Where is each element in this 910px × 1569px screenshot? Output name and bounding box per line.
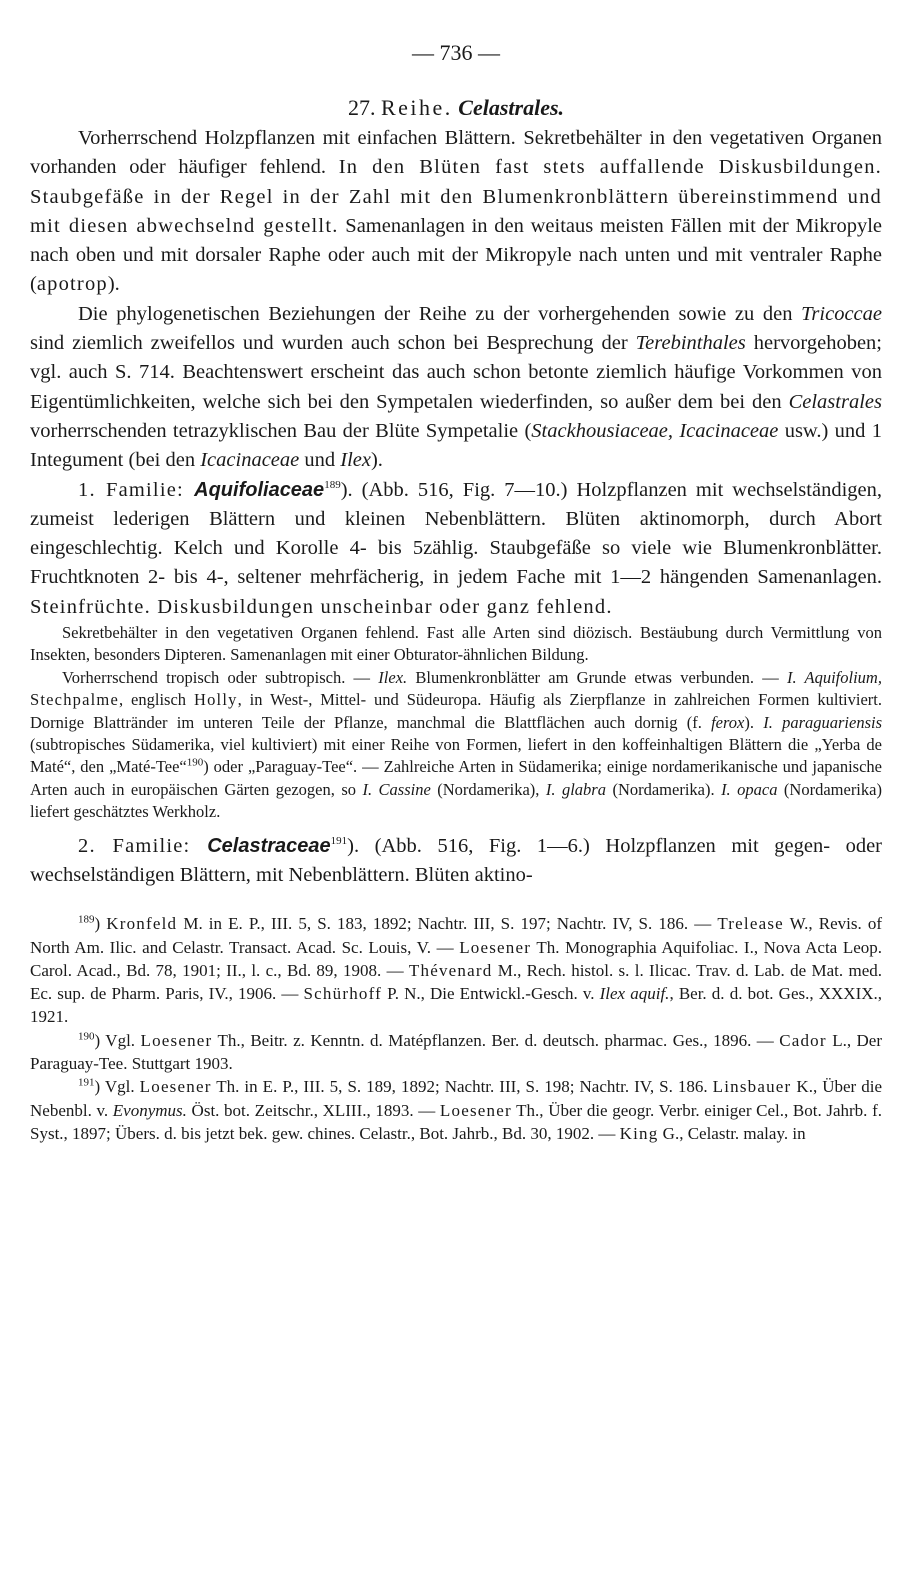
heading-prefix: 27. (347, 95, 381, 120)
author-name: King (619, 1123, 659, 1143)
intro-text: vorherrschenden tetrazyklischen Bau der Blüte Sympetalie ( (30, 419, 532, 442)
footnote-text: Th., Beitr. z. Kenntn. d. Matépflanzen. Ber. d. deutsch. pharmac. Ges., 1896. — (212, 1030, 780, 1050)
family-name: Celastraceae (207, 834, 331, 857)
footnote-number: 189 (78, 913, 95, 926)
author-name: Cador (779, 1030, 827, 1050)
note-text: (Nordamerika), (430, 779, 546, 799)
note-text: ). (744, 712, 764, 732)
taxon-name: Evonymus. (112, 1100, 187, 1120)
author-name: Loesener (459, 937, 532, 957)
intro-spaced-text: apotrop (36, 273, 108, 296)
taxon-name: I. glabra (545, 779, 606, 799)
document-page (30, 38, 882, 1145)
taxon-name: Ilex. (378, 667, 408, 687)
author-name: Thévenard (408, 960, 493, 980)
taxon-name: Terebinthales (635, 332, 746, 355)
note-text: Vorherrschend tropisch oder subtropisch. — (62, 667, 379, 687)
intro-paragraph-1 (30, 124, 882, 300)
footnote-text: M. in E. P., III. 5, S. 183, 1892; Nachtr. III, S. 197; Nachtr. IV, S. 186. — (177, 914, 718, 934)
author-name: Loesener (139, 1077, 212, 1097)
note-text: , englisch (118, 690, 194, 710)
intro-text: Vorherrschend Holzpflanzen mit einfachen Blättern. Sekretbehälter in den vegetativen Organen vorhanden oder häufiger fehlend. (30, 127, 882, 179)
author-name: Trelease (717, 914, 784, 934)
note-text: ) oder „Paraguay-Tee“. — Zahlreiche Arten in Südamerika; einige nordamerikanische und japanische Arten auch in europäischen Gärten gezogen, so (30, 757, 882, 799)
note-text: Blumenkronblätter am Grunde etwas verbunden. — (407, 667, 787, 687)
intro-text: Samenanlagen in den weitaus meisten Fällen mit der Mikropyle nach oben und mit dorsaler Raphe oder auch mit der Mikropyle nach unten und mit ventraler Raphe ( (30, 214, 882, 296)
family-text: ). (Abb. 516, Fig. 7—10.) Holzpflanzen mit wechselständigen, zumeist lederigen Blättern und kleinen Nebenblättern. Blüten aktinomorph, durch Abort eingeschlechtig. Kelch und Korolle 4- bis 5zählig. Staubgefäße so viele wie Blumenkronblätter. Fruchtknoten 2- bis 4-, seltener mehrfächerig, in jedem Fache mit 1—2 hängenden Samenanlagen. (30, 478, 882, 589)
family-2-section (30, 832, 882, 891)
note-paragraph-2 (30, 667, 882, 824)
footnote-text: Th., Über die geogr. Verbr. einiger Cel., Bot. Jahrb. f. Syst., 1897; Übers. d. bis jetzt bek. gew. chines. Celastr., Bot. Jahrb., Bd. 30, 1902. — (30, 1100, 882, 1143)
footnote-text: ) Vgl. (94, 1030, 141, 1050)
footnote-text: P. N., Die Entwickl.-Gesch. v. (382, 984, 600, 1004)
taxon-name: Celastrales (788, 390, 882, 413)
intro-text: sind ziemlich zweifellos und wurden auch schon bei Besprechung der (30, 332, 636, 355)
taxon-name: Tricoccae (801, 302, 882, 325)
footnote-number: 190 (78, 1030, 95, 1043)
family-2-paragraph (30, 832, 882, 891)
footnote-text: L., Der Paraguay-Tee. Stuttgart 1903. (30, 1030, 882, 1074)
footnote-text: Th. Monographia Aquifoliac. I., Nova Acta Leop. Carol. Acad., Bd. 78, 1901; II., l. c., Bd. 89, 1908. — (30, 937, 882, 980)
author-name: Loesener (140, 1030, 213, 1050)
taxon-name: Icacinaceae (200, 449, 300, 472)
heading-reihe: Reihe. (380, 95, 453, 120)
footnotes (30, 912, 882, 1145)
footnote-text: K., Über die Nebenbl. v. (30, 1077, 883, 1120)
family-label: 2. Familie: (78, 834, 208, 857)
family-1-notes (30, 622, 882, 824)
footnote-text: Th. in E. P., III. 5, S. 189, 1892; Nachtr. III, S. 198; Nachtr. IV, S. 186. (211, 1077, 713, 1097)
family-text: ). (Abb. 516, Fig. 1—6.) Holzpflanzen mit gegen- oder wechselständigen Blättern, mit Nebenblättern. Blüten aktino- (30, 834, 882, 886)
author-name: Linsbauer (712, 1077, 792, 1097)
footnote-ref: 189 (324, 478, 341, 491)
family-name: Aquifoliaceae (194, 478, 325, 501)
footnote-text: ) (94, 914, 107, 934)
family-1-section (30, 476, 882, 622)
footnote-text: W., Revis. of North Am. Ilic. and Celastr. Transact. Acad. Sc. Louis, V. — (30, 914, 882, 957)
intro-text: ). (107, 273, 120, 296)
footnote-190 (30, 1029, 882, 1076)
footnote-text: , Ber. d. d. bot. Ges., XXXIX., 1921. (30, 984, 883, 1027)
note-text: (subtropisches Südamerika, viel kultiviert) mit einer Reihe von Formen, liefert in den koffeinhaltigen Blättern die „Yerba de Maté“, den „Maté-Tee“ (30, 735, 882, 777)
intro-text: und (299, 449, 341, 472)
note-spaced-text: Stechpalme (30, 690, 119, 710)
footnote-text: G., Celastr. malay. in (658, 1123, 806, 1143)
intro-text: hervorgehoben; vgl. auch S. 714. Beachtenswert erscheint das auch schon betonte ziemlich häufige Vorkommen von Eigentümlichkeiten, welche sich bei den Sympetalen wiederfinden, so außer dem bei den (30, 332, 882, 413)
section-heading (30, 92, 882, 124)
author-name: Loesener (439, 1100, 512, 1120)
taxon-name: I. Aquifolium, (786, 667, 882, 687)
page-number: — 736 — (412, 40, 500, 65)
intro-text: Die phylogenetischen Beziehungen der Reihe zu der vorhergehenden sowie zu den (78, 302, 802, 325)
taxon-name: ferox (711, 712, 745, 732)
taxon-name: I. paraguariensis (763, 712, 883, 732)
footnote-ref: 190 (186, 756, 204, 769)
taxon-name: Ilex aquif. (599, 984, 670, 1004)
intro-text: ). (370, 449, 383, 472)
footnote-number: 191 (78, 1076, 95, 1089)
taxon-name: Ilex (340, 449, 371, 472)
note-text: (Nordamerika) liefert geschätztes Werkholz. (30, 779, 882, 822)
intro-spaced-text: In den Blüten fast stets auffallende Diskusbildungen. Staubgefäße in der Regel in der Zahl mit den Blumenkronblättern übereinstimmend und mit diesen abwechselnd gestellt. (30, 156, 883, 237)
note-paragraph-1: Sekretbehälter in den vegetativen Organen fehlend. Fast alle Arten sind diözisch. Bestäubung durch Vermittlung von Insekten, besonders Dipteren. Samenanlagen mit einer Obturator-ähnlichen Bildung. (30, 623, 882, 665)
footnote-text: M., Rech. histol. s. l. Ilicac. Trav. d. Lab. de Mat. med. Ec. sup. de Pharm. Paris, IV., 1906. — (30, 960, 882, 1004)
taxon-name: I. Cassine (362, 779, 431, 799)
heading-title: Celastrales. (458, 95, 565, 120)
family-1-paragraph (30, 476, 882, 622)
taxon-name: I. opaca (721, 779, 778, 799)
footnote-189 (30, 912, 882, 1028)
footnote-text: ) Vgl. (94, 1077, 140, 1097)
family-label: 1. Familie: (78, 478, 195, 501)
footnote-ref: 191 (330, 834, 348, 847)
note-text: , in West-, Mittel- und Südeuropa. Häufig als Zierpflanze in zahlreichen Formen kultiviert. Dornige Blattränder im unteren Teile der Pflanze, manchmal die Blattflächen auch dornig (f. (30, 690, 882, 732)
note-text: (Nordamerika). (605, 779, 722, 799)
author-name: Schürhoff (303, 984, 383, 1004)
intro-text: usw.) und 1 Integument (bei den (30, 419, 882, 472)
taxon-name: Stackhousiaceae, Icacinaceae (531, 419, 779, 442)
footnote-191 (30, 1075, 882, 1145)
note-spaced-text: Holly (193, 690, 238, 710)
footnote-text: Öst. bot. Zeitschr., XLIII., 1893. — (186, 1100, 440, 1120)
author-name: Kronfeld (106, 914, 178, 934)
intro-section (30, 124, 882, 476)
intro-paragraph-2 (30, 300, 882, 476)
family-spaced-text: Steinfrüchte. Diskusbildungen unscheinbar oder ganz fehlend. (30, 595, 613, 618)
